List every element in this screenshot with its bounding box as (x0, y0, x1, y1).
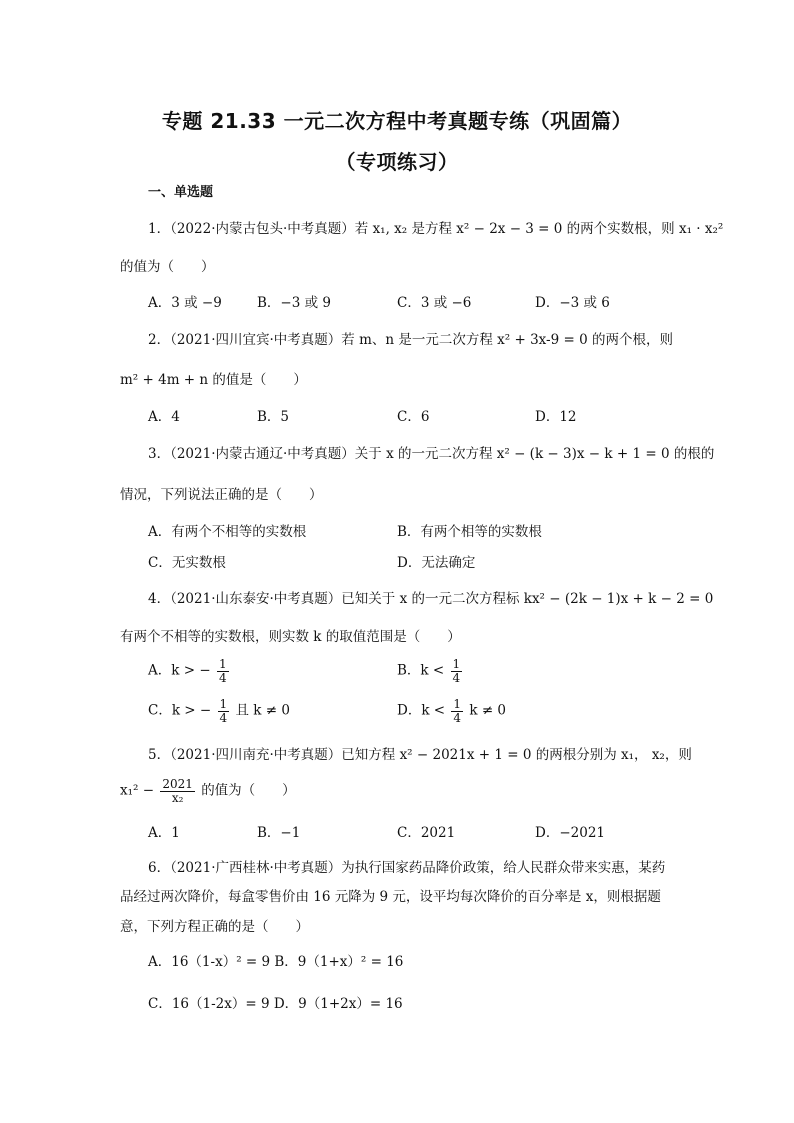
fraction-numerator: 1 (452, 657, 461, 671)
question-4-stem-cont: 有两个不相等的实数根，则实数 k 的取值范围是（ ） (120, 629, 461, 645)
question-3-option-b: B．有两个相等的实数根 (397, 524, 542, 540)
question-6-options-cd: C．16（1-2x）= 9 D．9（1+2x）= 16 (148, 996, 403, 1012)
question-4-option-c (148, 698, 290, 724)
document-subtitle: （专项练习） (335, 150, 459, 174)
option-d-suffix: k ≠ 0 (469, 702, 507, 719)
fraction-denominator: 4 (453, 710, 462, 725)
question-2-option-b: B．5 (257, 409, 290, 425)
question-3-option-c: C．无实数根 (148, 555, 226, 571)
option-c-text: C．k > − (148, 702, 212, 719)
question-2-option-c: C．6 (397, 409, 430, 425)
question-4-option-d (397, 698, 506, 724)
question-5-option-c: C．2021 (397, 825, 456, 841)
fraction-numerator: 1 (219, 697, 228, 711)
question-5-stem-cont (120, 778, 296, 804)
question-3-stem-cont: 情况，下列说法正确的是（ ） (120, 487, 323, 503)
question-1-stem: 1．（2022·内蒙古包头·中考真题）若 x₁, x₂ 是方程 x² − 2x − 3 = 0 的两个实数根，则 x₁ · x₂² (148, 221, 724, 237)
fraction-numerator: 1 (218, 657, 227, 671)
fraction-numerator: 2021 (162, 777, 193, 791)
question-4-option-b (397, 658, 464, 684)
fraction (218, 698, 230, 724)
question-5-option-d: D．−2021 (535, 825, 605, 841)
question-4-stem: 4．（2021·山东泰安·中考真题）已知关于 x 的一元二次方程标 kx² − (2k − 1)x + k − 2 = 0 (148, 591, 714, 607)
document-title: 专题 21.33 一元二次方程中考真题专练（巩固篇） (161, 109, 633, 133)
question-6-stem-cont2: 意，下列方程正确的是（ ） (120, 919, 309, 935)
fraction (217, 658, 229, 684)
expr-prefix: x₁² − (120, 782, 155, 799)
fraction-denominator: 4 (219, 710, 228, 725)
question-2-option-d: D．12 (535, 409, 577, 425)
question-6-stem-cont: 品经过两次降价，每盒零售价由 16 元降为 9 元，设平均每次降价的百分率是 x，则根据题 (120, 889, 661, 905)
fraction-denominator: x₂ (171, 790, 184, 805)
fraction (451, 658, 463, 684)
question-3-option-a: A．有两个不相等的实数根 (148, 524, 307, 540)
option-a-text: A．k > − (148, 662, 211, 679)
question-1-option-a: A．3 或 −9 (148, 295, 222, 311)
option-d-text: D．k < (397, 702, 446, 719)
fraction (451, 698, 463, 724)
question-1-option-b: B．−3 或 9 (257, 295, 331, 311)
question-3-stem: 3．（2021·内蒙古通辽·中考真题）关于 x 的一元二次方程 x² − (k − 3)x − k + 1 = 0 的根的 (148, 446, 715, 462)
question-2-stem: 2．（2021·四川宜宾·中考真题）若 m、n 是一元二次方程 x² + 3x-9 = 0 的两个根，则 (148, 332, 673, 348)
question-6-stem: 6．（2021·广西桂林·中考真题）为执行国家药品降价政策，给人民群众带来实惠，某药 (148, 860, 666, 876)
question-5-stem: 5．（2021·四川南充·中考真题）已知方程 x² − 2021x + 1 = 0 的两根分别为 x₁， x₂，则 (148, 747, 692, 763)
fraction (160, 778, 195, 804)
question-5-option-b: B．−1 (257, 825, 301, 841)
question-2-stem-cont: m² + 4m + n 的值是（ ） (120, 372, 307, 388)
question-5-option-a: A．1 (148, 825, 180, 841)
question-1-option-c: C．3 或 −6 (397, 295, 472, 311)
question-1-option-d: D．−3 或 6 (535, 295, 610, 311)
fraction-denominator: 4 (452, 670, 461, 685)
expr-suffix: 的值为（ ） (201, 782, 296, 799)
question-6-options-ab: A．16（1-x）² = 9 B．9（1+x）² = 16 (148, 954, 404, 970)
fraction-numerator: 1 (453, 697, 462, 711)
fraction-denominator: 4 (218, 670, 227, 685)
question-4-option-a (148, 658, 231, 684)
question-1-stem-cont: 的值为（ ） (120, 259, 215, 275)
option-c-suffix: 且 k ≠ 0 (235, 702, 290, 719)
option-b-text: B．k < (397, 662, 445, 679)
section-heading: 一、单选题 (148, 185, 214, 200)
question-2-option-a: A．4 (148, 409, 180, 425)
question-3-option-d: D．无法确定 (397, 555, 476, 571)
